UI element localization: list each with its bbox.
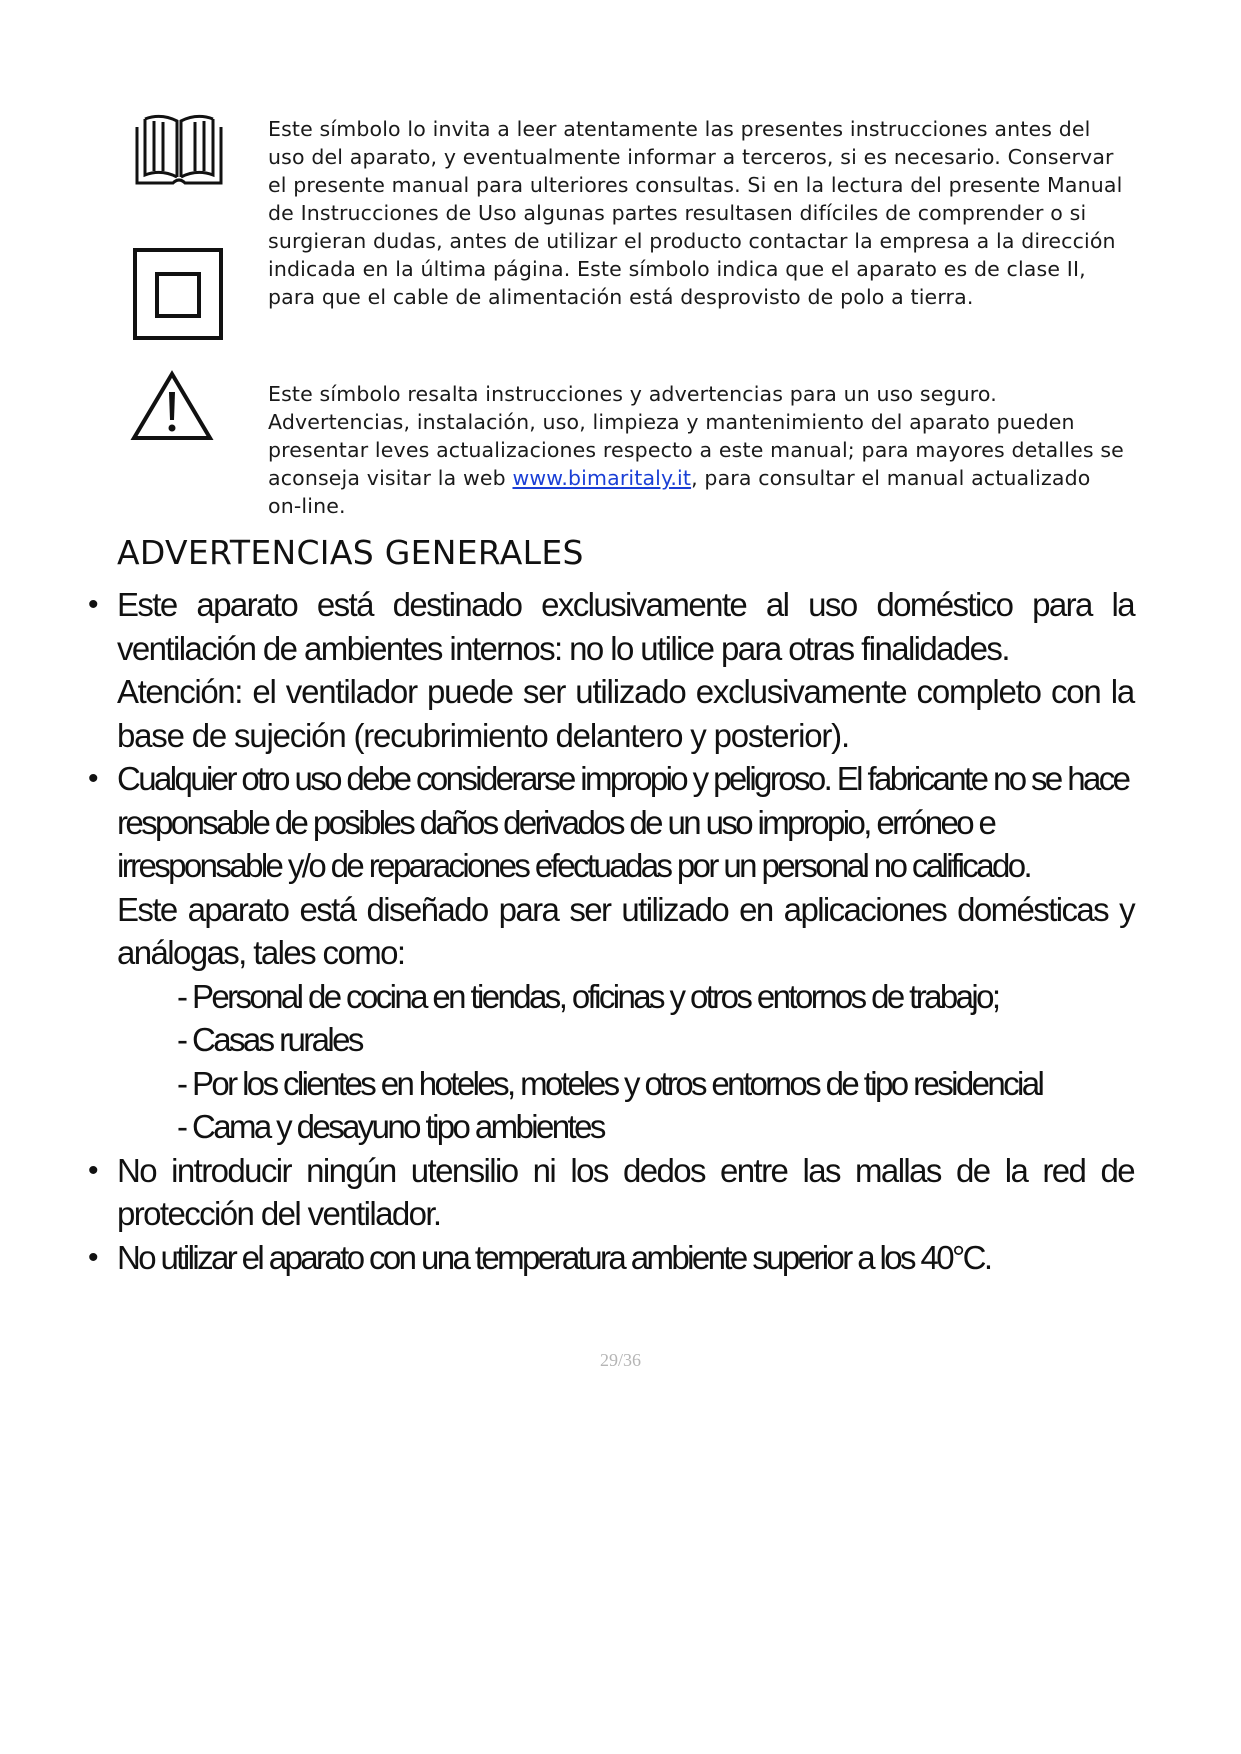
- bullet-icon: •: [88, 762, 97, 795]
- section-title: ADVERTENCIAS GENERALES: [117, 533, 584, 572]
- sub-item: - Casas rurales: [177, 1021, 362, 1058]
- sub-item: - Por los clientes en hoteles, moteles y otros entornos de tipo residencial: [177, 1064, 1043, 1102]
- intro-text-2-end: , para consultar el manual actualizado on-line.: [268, 466, 1091, 518]
- intro-text-2: [268, 380, 1128, 520]
- intro-paragraph-2: [268, 380, 1128, 520]
- website-link[interactable]: www.bimaritaly.it: [512, 466, 692, 490]
- intro-text-2-start: Este símbolo resalta instrucciones y advertencias para un uso seguro. Advertencias, instalación, uso, limpieza y mantenimiento del aparato pueden presentar leves actualizaciones respecto a este manual; para mayores detalles se aconseja visitar la web: [268, 382, 1124, 490]
- sub-item: - Personal de cocina en tiendas, oficinas y otros entornos de trabajo;: [177, 977, 999, 1015]
- bullet-icon: •: [88, 588, 97, 621]
- list-item: [88, 1149, 1134, 1236]
- warning-text-3: No introducir ningún utensilio ni los dedos entre las mallas de la red de protección del ventilador.: [117, 1151, 1134, 1232]
- list-item: [88, 757, 1134, 1149]
- page-number: 29/36: [599, 1350, 641, 1370]
- sub-item: - Cama y desayuno tipo ambientes: [177, 1108, 604, 1145]
- list-item: [88, 1236, 1134, 1280]
- warning-text-1: Este aparato está destinado exclusivamente al uso doméstico para la ventilación de ambientes internos: no lo utilice para otras finalidades.: [117, 586, 1134, 667]
- list-item: [88, 583, 1134, 757]
- intro-text-1: Este símbolo lo invita a leer atentamente las presentes instrucciones antes del uso del aparato, y eventualmente informar a terceros, si es necesario. Conservar el presente manual para ulteriores consultas. Si en la lectura del presente Manual de Instrucciones de Uso algunas partes resultasen difíciles de comprender o si surgieran dudas, antes de utilizar el producto contactar la empresa a la dirección indicada en la última página. Este símbolo indica que el aparato es de clase II, para que el cable de alimentación está desprovisto de polo a tierra.: [268, 117, 1123, 309]
- attention-note: [117, 670, 1134, 757]
- bullet-icon: •: [88, 1240, 97, 1274]
- double-square-icon: [133, 248, 223, 340]
- attention-label: Atención: [117, 673, 235, 710]
- warning-text-2: Cualquier otro uso debe considerarse impropio y peligroso. El fabricante no se hace responsable de posibles daños derivados de un uso impropio, erróneo e irresponsable y/o de reparaciones efectuadas por un personal no calificado.: [117, 760, 1129, 884]
- warning-text-4: No utilizar el aparato con una temperatura ambiente superior a los 40°C.: [117, 1238, 991, 1276]
- attention-text: : el ventilador puede ser utilizado exclusivamente completo con la base de sujeción (recubrimiento delantero y posterior).: [117, 673, 1134, 754]
- bullet-icon: •: [88, 1153, 97, 1187]
- book-icon: [133, 113, 225, 187]
- warning-text-2b: Este aparato está diseñado para ser utilizado en aplicaciones domésticas y análogas, tales como:: [117, 890, 1134, 971]
- warnings-list: [88, 583, 1134, 1279]
- warning-triangle-icon: [130, 370, 214, 442]
- intro-paragraph-1: [268, 115, 1128, 311]
